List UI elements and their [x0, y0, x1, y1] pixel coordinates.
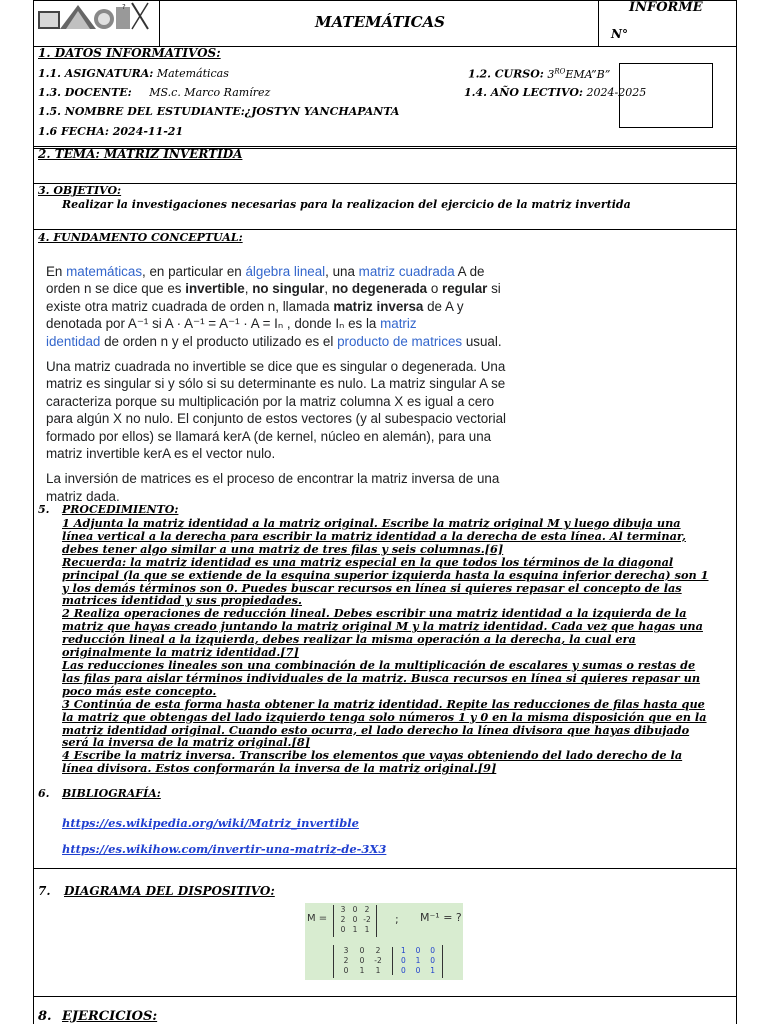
border-objetivo-bottom — [33, 229, 737, 230]
procedimiento-line: 2 Realiza operaciones de reducción lineal. Debes escribir una matriz identidad a la izquierda de la — [62, 606, 687, 621]
cell: 0 — [352, 905, 358, 914]
cell: 1 — [430, 966, 436, 975]
ejercicios-heading: EJERCICIOS: — [62, 1009, 158, 1024]
fecha-line: 1.6 FECHA: 2024-11-21 — [38, 125, 184, 138]
fund-p2-line-6: matriz invertible kerA es el vector nulo. — [46, 446, 276, 462]
fundamento-paragraph-2 — [46, 358, 711, 462]
text: , — [324, 281, 332, 297]
bibliografia-heading: BIBLIOGRAFÍA: — [62, 787, 161, 800]
page-title: MATEMÁTICAS — [314, 13, 446, 31]
inverse-label: M⁻¹ = ? — [420, 911, 462, 924]
bibliografia-number: 6. — [38, 787, 50, 800]
objetivo-heading: 3. OBJETIVO: — [38, 184, 122, 197]
tema-heading: 2. TEMA: MATRIZ INVERTIDA — [38, 147, 243, 161]
link-matematicas[interactable]: matemáticas — [66, 264, 143, 279]
cell: 1 — [364, 925, 370, 934]
fund-p2-line-1: Una matriz cuadrada no invertible se dice que es singular o degenerada. Una — [46, 359, 506, 375]
svg-text:?: ? — [122, 3, 126, 11]
fund-p1-line-3 — [46, 298, 711, 315]
bibliografia-link-1[interactable]: https://es.wikipedia.org/wiki/Matriz_invertible — [62, 816, 359, 830]
asignatura-label: 1.1. ASIGNATURA: — [38, 67, 154, 80]
procedimiento-line: 3 Continúa de esta forma hasta obtener la matriz identidad. Repite las reducciones de filas hasta que — [62, 696, 705, 711]
curso-value-number: 3 — [547, 67, 555, 81]
procedimiento-line: reducción lineal a la izquierda, debes realizar la misma operación a la derecha, la cual era — [62, 632, 636, 647]
text: o — [427, 281, 442, 297]
curso-label: 1.2. CURSO: — [468, 67, 544, 81]
text: , — [244, 281, 253, 297]
procedimiento-number: 5. — [38, 503, 50, 516]
link-identidad[interactable]: identidad — [46, 333, 101, 349]
docente-value: MS.c. Marco Ramírez — [149, 86, 271, 99]
asignatura-value: Matemáticas — [156, 67, 229, 80]
cell: 0 — [359, 946, 365, 955]
text: A de — [454, 264, 485, 279]
cell: 0 — [400, 956, 406, 965]
cell: 3 — [340, 905, 346, 914]
text: usual. — [462, 333, 502, 349]
bibliografia-link-2-wrap — [62, 838, 386, 857]
cell: 0 — [415, 946, 421, 955]
cell: 1 — [359, 966, 365, 975]
procedimiento-line: 1 Adjunta la matriz identidad a la matriz original. Escribe la matriz original M y luego dibuja una — [62, 516, 681, 530]
augmented-left-cells — [338, 946, 386, 976]
cell: 2 — [340, 915, 346, 924]
procedimiento-heading: PROCEDIMIENTO: — [62, 503, 179, 516]
separator-semicolon: ; — [395, 913, 399, 926]
fundamento-image — [46, 263, 711, 505]
procedimiento-line: matriz identidad original. Cuando esto ocurra, el lado derecho la línea divisora que hayas dibujado — [62, 722, 690, 737]
geometry-logo-icon — [38, 1, 150, 31]
datos-heading: 1. DATOS INFORMATIVOS: — [38, 46, 221, 60]
cell: 0 — [400, 966, 406, 975]
term-matriz-inversa: matriz inversa — [333, 298, 424, 314]
text: , en particular en — [142, 264, 246, 279]
border-left — [33, 0, 34, 1024]
fund-p1-line-1 — [46, 263, 711, 280]
procedimiento-line: 4 Escribe la matriz inversa. Transcribe los elementos que vayas obteniendo del lado derecho de la — [62, 748, 683, 763]
link-matriz[interactable]: matriz — [380, 316, 417, 332]
term-no-degenerada: no degenerada — [331, 281, 428, 297]
asignatura-line — [38, 67, 229, 80]
text: denotada por A⁻¹ si A · A⁻¹ = A⁻¹ · A = Iₙ , donde Iₙ es la — [46, 316, 381, 332]
cell: 0 — [343, 966, 349, 975]
numero-label: N° — [611, 27, 628, 41]
procedimiento-line: línea divisora. Estos conformarán la inversa de la matriz original.[9] — [62, 761, 497, 776]
fund-p1-line-4 — [46, 315, 711, 332]
cell: 0 — [430, 956, 436, 965]
text: de A y — [423, 298, 464, 314]
objetivo-text: Realizar la investigaciones necesarias para la realizacion del ejercicio de la matriz invertida — [62, 198, 631, 211]
m-label: M = — [307, 913, 328, 924]
ejercicios-number: 8. — [38, 1009, 52, 1024]
procedimiento-line: Las reducciones lineales son una combinación de la multiplicación de escalares y sumas o restas de — [62, 657, 696, 672]
procedimiento-line: la matriz que obtengas del lado izquierdo tenga solo números 1 y 0 en la misma disposición que en la — [62, 709, 707, 724]
procedimiento-line: originalmente la matriz identidad.[7] — [62, 645, 299, 660]
border-ejercicios-top — [33, 996, 737, 997]
fund-p2-line-4: para algún X no nulo. El conjunto de estos vectores (y al subespacio vectorial — [46, 411, 507, 427]
link-matriz-cuadrada[interactable]: matriz cuadrada — [358, 264, 455, 279]
bibliografia-link-2[interactable]: https://es.wikihow.com/invertir-una-matriz-de-3X3 — [62, 842, 387, 856]
anio-label: 1.4. AÑO LECTIVO: — [464, 86, 583, 99]
procedimiento-line: línea vertical a la derecha para escribir la matriz identidad a la derecha de esta línea. Al terminar, — [62, 528, 686, 543]
link-algebra-lineal[interactable]: álgebra lineal — [245, 264, 326, 279]
informe-label: INFORME — [629, 0, 703, 15]
fundamento-paragraph-3 — [46, 470, 711, 505]
augmented-matrix — [333, 945, 443, 978]
procedimiento-line: y los demás términos son 0. Puedes buscar recursos en línea si quieres repasar el concepto de las — [62, 580, 682, 595]
cell: 1 — [400, 946, 406, 955]
procedimiento-line: matriz que hayas creado juntando la matriz original M y la matriz identidad. Cada vez que hagas una — [62, 619, 703, 634]
procedimiento-line: las filas para aislar términos individuales de la matriz. Busca recursos en línea si quieres repasar un — [62, 670, 701, 685]
cell: 0 — [352, 915, 358, 924]
cell: 0 — [359, 956, 365, 965]
cell: 2 — [375, 946, 381, 955]
bibliografia-link-1-wrap — [62, 812, 359, 831]
cell: 0 — [415, 966, 421, 975]
text: orden n se dice que es — [46, 281, 186, 297]
school-logo — [38, 1, 150, 31]
text: si — [487, 281, 501, 297]
cell: 0 — [340, 925, 346, 934]
fund-p1-line-5 — [46, 333, 711, 350]
matrix-m-cells — [334, 905, 376, 935]
cell: 1 — [415, 956, 421, 965]
cell: 1 — [352, 925, 358, 934]
estudiante-line: 1.5. NOMBRE DEL ESTUDIANTE:¿JOSTYN YANCHAPANTA — [38, 105, 400, 118]
diagram-image — [305, 903, 463, 980]
border-tema-bottom — [33, 183, 737, 184]
curso-value — [547, 68, 610, 81]
anio-value: 2024-2025 — [586, 86, 647, 99]
fund-p1-line-2 — [46, 280, 711, 297]
term-regular: regular — [441, 281, 488, 297]
stamp-box — [619, 63, 713, 128]
procedimiento-line: principal (la que se extiende de la esquina superior izquierda hasta la esquina inferior derecha) son 1 — [62, 567, 709, 582]
fund-p2-line-2: matriz es singular si y sólo si su determinante es nulo. La matriz singular A se — [46, 376, 506, 392]
text: En — [46, 264, 67, 279]
cell: 3 — [343, 946, 349, 955]
fund-p3-line-1: La inversión de matrices es el proceso de encontrar la matriz inversa de una — [46, 471, 500, 487]
cell: 2 — [343, 956, 349, 965]
curso-value-suffix: EMA”B” — [565, 67, 611, 81]
procedimiento-line: será la inversa de la matriz original.[8] — [62, 735, 311, 750]
procedimiento-line: matrices identidad y sus propiedades. — [62, 593, 302, 608]
fund-p2-line-3: caracteriza porque su multiplicación por la matriz columna X es igual a cero — [46, 393, 495, 409]
procedimiento-line: poco más este concepto. — [62, 683, 217, 698]
fund-p2-line-5: formado por ellos) se llamará kerA (de kernel, núcleo en alemán), para una — [46, 428, 492, 444]
curso-value-sup: RO — [554, 67, 566, 75]
procedimiento-line: debes tener algo similar a una matriz de tres filas y seis columnas.[6] — [62, 541, 504, 556]
cell: 2 — [364, 905, 370, 914]
diagrama-heading: DIAGRAMA DEL DISPOSITIVO: — [64, 884, 275, 898]
cell: 1 — [375, 966, 381, 975]
cell: -2 — [363, 915, 371, 924]
cell: -2 — [374, 956, 382, 965]
link-producto-de-matrices[interactable]: producto de matrices — [337, 333, 463, 349]
augmented-identity-cells — [396, 946, 440, 976]
procedimiento-line: Recuerda: la matriz identidad es una matriz especial en la que todos los términos de la diagonal — [62, 554, 674, 569]
border-diagram-top — [33, 868, 737, 869]
border-right — [736, 0, 737, 1024]
fundamento-heading: 4. FUNDAMENTO CONCEPTUAL: — [38, 231, 243, 244]
docente-label: 1.3. DOCENTE: — [38, 86, 132, 99]
cell: 0 — [430, 946, 436, 955]
term-invertible: invertible — [185, 281, 245, 297]
procedimiento-list — [62, 517, 734, 775]
matrix-m — [333, 905, 377, 937]
fund-p3-line-2: matriz dada. — [46, 488, 120, 504]
text: de orden n y el producto utilizado es el — [100, 333, 338, 349]
augmented-divider — [392, 947, 393, 975]
text: existe otra matriz cuadrada de orden n, llamada — [46, 298, 334, 314]
diagrama-number: 7. — [38, 884, 51, 898]
docente-line — [38, 86, 270, 99]
curso-line — [468, 67, 610, 81]
text: , una — [325, 264, 359, 279]
fundamento-paragraph-1 — [46, 263, 711, 350]
term-no-singular: no singular — [252, 281, 325, 297]
